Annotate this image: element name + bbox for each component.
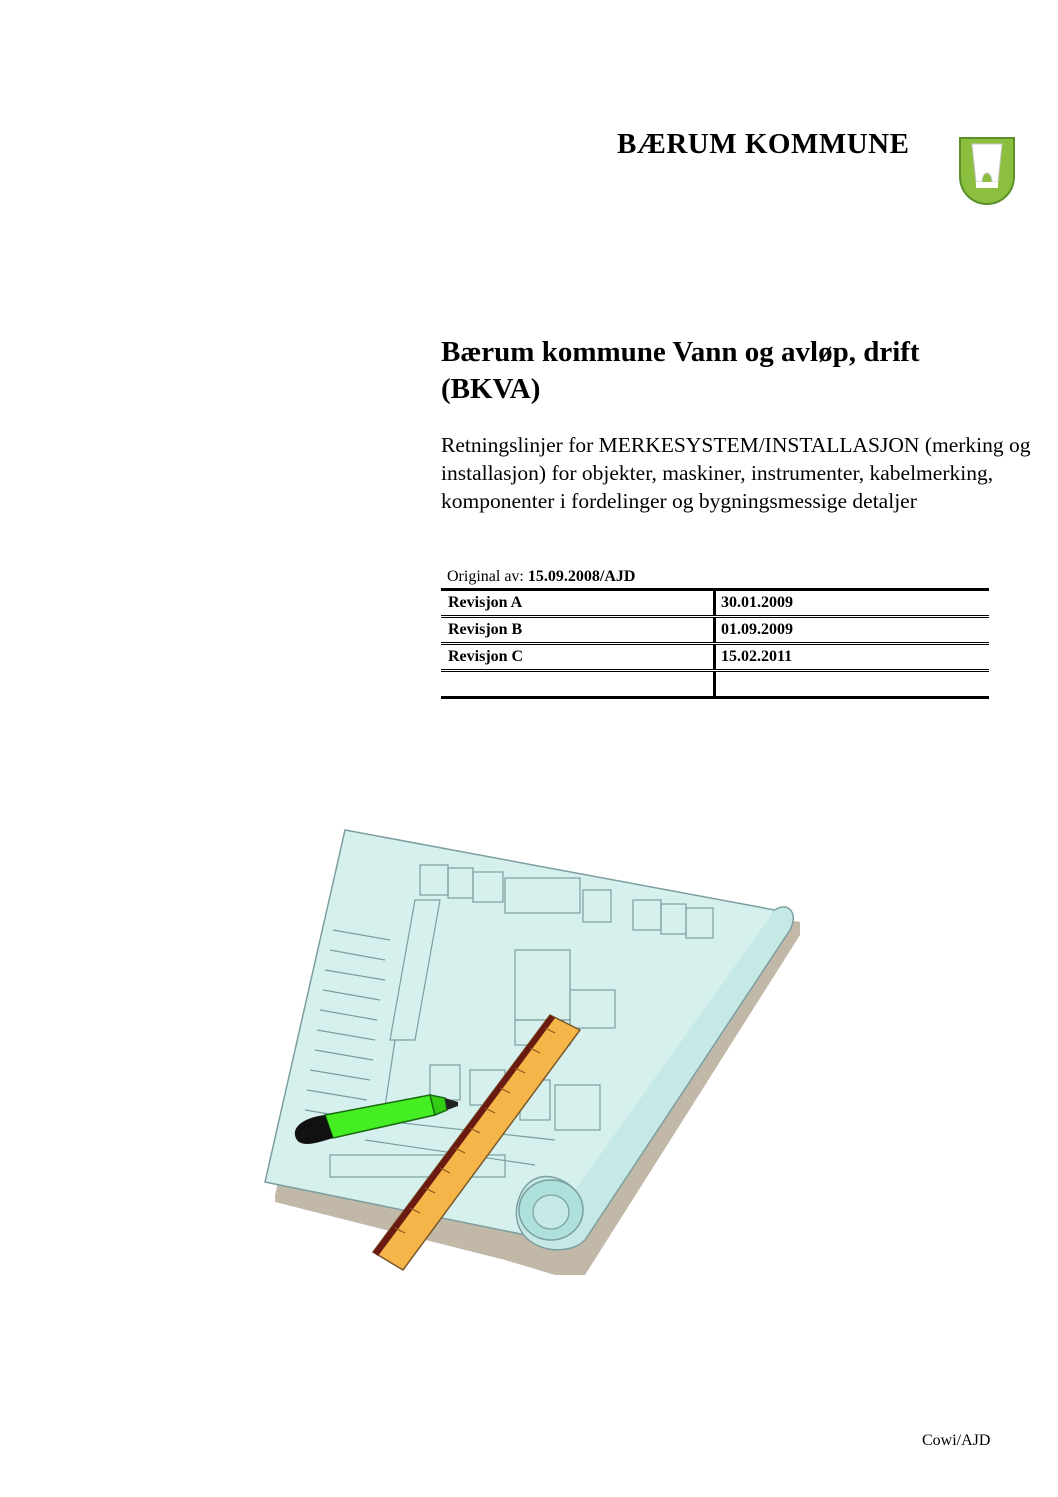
blueprint-with-ruler-and-marker-icon xyxy=(255,820,815,1290)
column-divider xyxy=(713,645,716,669)
revision-row xyxy=(441,642,989,669)
footer-credit: Cowi/AJD xyxy=(922,1432,991,1449)
document-title: Bærum kommune Vann og avløp, drift (BKVA) xyxy=(441,336,920,405)
revision-row xyxy=(441,588,989,615)
revision-date: 15.02.2011 xyxy=(721,648,793,665)
original-value: 15.09.2008/AJD xyxy=(527,568,636,585)
revision-label: Revisjon B xyxy=(448,621,523,638)
organization-name: BÆRUM KOMMUNE xyxy=(617,128,910,160)
document-subtitle: Retningslinjer for MERKESYSTEM/INSTALLASJON (merking og installasjon) for objekter, maskiner, instrumenter, kabelmerking, komponenter i fordelinger og bygningsmessige detaljer xyxy=(441,433,1031,513)
revision-date: 01.09.2009 xyxy=(721,621,793,638)
original-line xyxy=(447,568,635,586)
column-divider xyxy=(713,672,716,696)
revision-row xyxy=(441,615,989,642)
revision-table xyxy=(441,588,989,699)
revision-label: Revisjon C xyxy=(448,648,524,665)
municipal-coat-of-arms-icon xyxy=(958,136,1016,206)
original-label: Original av: xyxy=(447,568,524,585)
column-divider xyxy=(713,618,716,642)
revision-row xyxy=(441,669,989,699)
revision-label: Revisjon A xyxy=(448,594,523,611)
column-divider xyxy=(713,591,716,615)
revision-date: 30.01.2009 xyxy=(721,594,793,611)
